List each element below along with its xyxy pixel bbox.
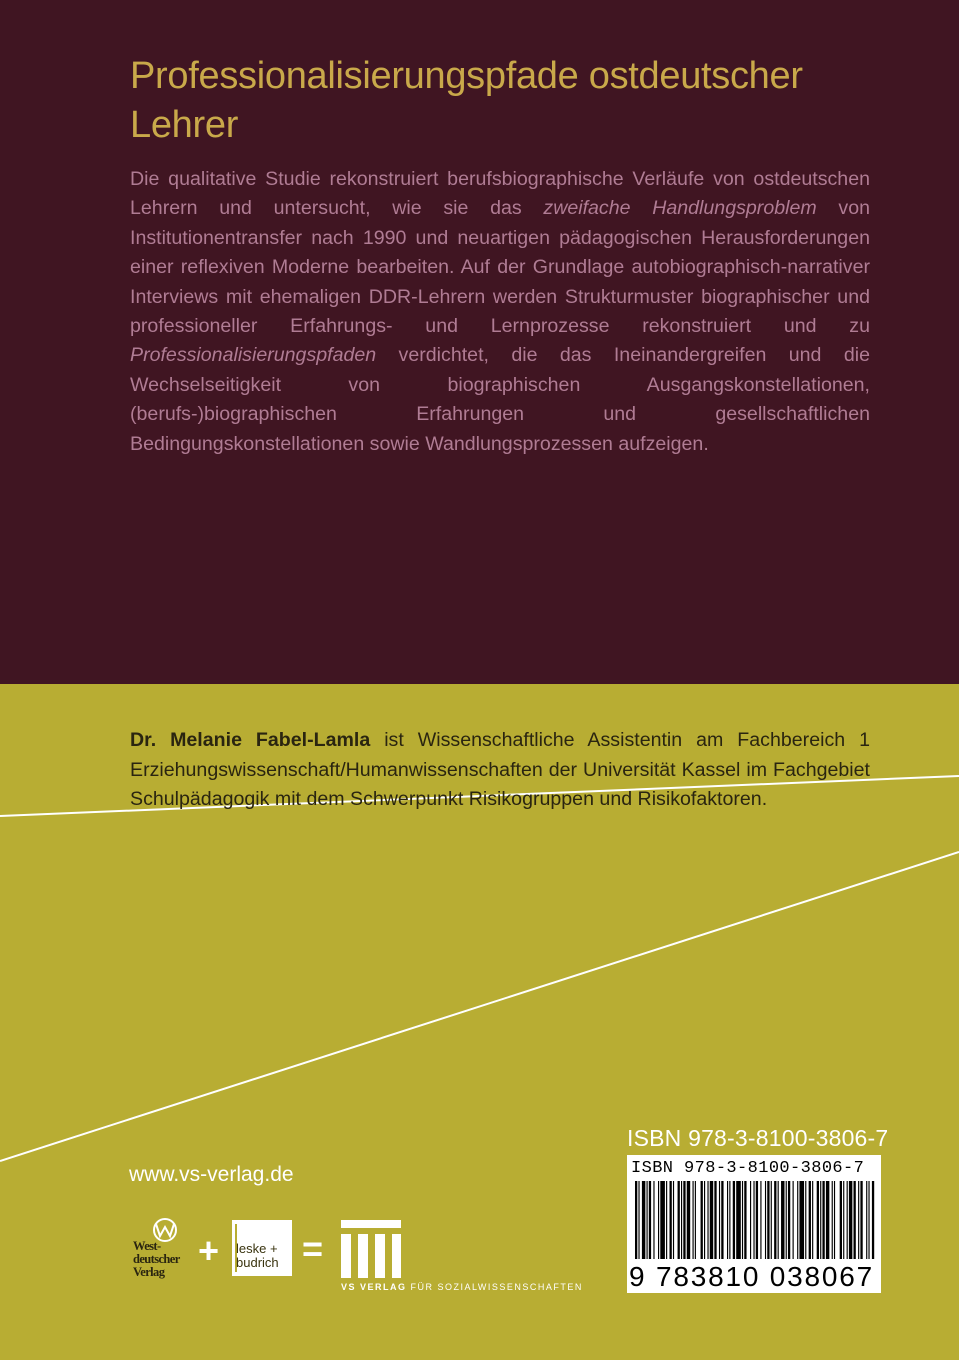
barcode-bar xyxy=(778,1181,779,1259)
barcode-bar xyxy=(793,1181,794,1259)
barcode-bar xyxy=(736,1181,741,1259)
westdeutscher-verlag-logo xyxy=(130,1218,186,1290)
barcode-bar xyxy=(733,1181,735,1259)
barcode-bar xyxy=(767,1181,769,1259)
barcode-bar xyxy=(765,1181,766,1259)
book-title: Professionalisierungspfade ostdeutscher Lehrer xyxy=(130,55,803,146)
blurb-text-3: verdichtet, die das Ineinandergreifen und die Wechselseitigkeit von biographischen Ausgangskonstellationen, (berufs-)biographischen Erfahrungen und gesellschaftlichen Bedingungskonstellationen sowie Wandlungsprozessen aufzeigen. xyxy=(130,344,870,455)
barcode-bar xyxy=(666,1181,667,1259)
barcode-bar xyxy=(658,1181,659,1259)
leske-budrich-logo xyxy=(232,1220,292,1276)
vs-verlag-caption: VS VERLAG FÜR SOZIALWISSENSCHAFTEN xyxy=(341,1282,583,1292)
barcode-bar xyxy=(742,1181,743,1259)
barcode-bar xyxy=(714,1181,716,1259)
barcode-bar xyxy=(774,1181,776,1259)
blurb-emphasis-1: zweifache Handlungsproblem xyxy=(543,197,817,220)
barcode-bar xyxy=(817,1181,819,1259)
barcode-bar xyxy=(750,1181,751,1259)
barcode-digits: 9 783810 038067 xyxy=(629,1261,874,1292)
barcode-bar xyxy=(849,1181,852,1259)
barcode-bar xyxy=(832,1181,833,1259)
isbn-label: ISBN 978-3-8100-3806-7 xyxy=(627,1125,889,1151)
barcode-bar xyxy=(809,1181,811,1259)
barcode-bar xyxy=(727,1181,728,1259)
wd-logo-text: West- deutscher Verlag xyxy=(133,1239,180,1279)
barcode-bar xyxy=(642,1181,645,1259)
barcode-bar xyxy=(812,1181,813,1259)
barcode-bar xyxy=(786,1181,787,1259)
barcode-bar xyxy=(834,1181,835,1259)
plus-sign: + xyxy=(198,1230,220,1271)
barcode-bar xyxy=(760,1181,761,1259)
barcode-bar xyxy=(820,1181,821,1259)
barcode-bar xyxy=(729,1181,730,1259)
barcode-bar xyxy=(721,1181,723,1259)
author-bio xyxy=(130,726,870,815)
barcode-bar xyxy=(670,1181,672,1259)
barcode-bar xyxy=(638,1181,639,1259)
barcode-bar xyxy=(781,1181,784,1259)
barcode-bar xyxy=(872,1181,874,1259)
barcode-bar xyxy=(719,1181,720,1259)
blurb-text-2: von Institutionentransfer nach 1990 und neuartigen pädagogischen Herausforderungen einer reflexiven Moderne bearbeiten. Auf der Grundlage autobiographisch-narrativer Interviews mit ehemaligen DDR-Lehrern werden Strukturmuster biographischer und professioneller Erfahrungs- und Lernprozesse rekonstruiert und zu xyxy=(130,197,870,338)
barcode-bar xyxy=(822,1181,824,1259)
barcode-bars xyxy=(627,1181,881,1261)
blurb-emphasis-2: Professionalisierungspfaden xyxy=(130,344,377,367)
barcode-bar xyxy=(653,1181,654,1259)
barcode-bar xyxy=(847,1181,848,1259)
barcode-bar xyxy=(771,1181,772,1259)
blurb-text-1: Die qualitative Studie rekonstruiert berufsbiographische Verläufe von ostdeutschen Lehrern und untersucht, wie sie das xyxy=(130,168,870,220)
barcode-bar xyxy=(681,1181,682,1259)
barcode-bar xyxy=(704,1181,705,1259)
barcode-bar xyxy=(695,1181,696,1259)
publisher-url[interactable]: www.vs-verlag.de xyxy=(129,1163,294,1186)
lb-logo-text: leske + budrich xyxy=(236,1241,279,1270)
barcode-bar xyxy=(744,1181,746,1259)
book-blurb xyxy=(130,165,870,459)
barcode-bar xyxy=(840,1181,842,1259)
decorative-line-bottom xyxy=(0,852,959,1161)
author-bio-text: ist Wissenschaftliche Assistentin am Fachbereich 1 Erziehungswissenschaft/Humanwissenschaften der Universität Kassel im Fachgebiet Schulpädagogik mit dem Schwerpunkt Risikogruppen und Risikofaktoren. xyxy=(130,729,870,810)
barcode-bar xyxy=(678,1181,680,1259)
barcode-bar xyxy=(649,1181,651,1259)
barcode-bar xyxy=(797,1181,798,1259)
barcode-bar xyxy=(805,1181,806,1259)
barcode-bar xyxy=(860,1181,862,1259)
barcode-isbn-text: ISBN 978-3-8100-3806-7 xyxy=(631,1159,865,1178)
barcode-bar xyxy=(673,1181,674,1259)
barcode-bar xyxy=(868,1181,869,1259)
barcode-bar xyxy=(753,1181,754,1259)
barcode-bar xyxy=(707,1181,708,1259)
barcode-bar xyxy=(647,1181,648,1259)
barcode-bar xyxy=(687,1181,690,1259)
barcode-bar xyxy=(843,1181,844,1259)
barcode-bar xyxy=(693,1181,694,1259)
barcode-bar xyxy=(683,1181,685,1259)
barcode xyxy=(627,1155,881,1293)
barcode-bar xyxy=(756,1181,758,1259)
barcode-bar xyxy=(788,1181,790,1259)
author-name: Dr. Melanie Fabel-Lamla xyxy=(130,729,371,751)
barcode-bar xyxy=(710,1181,713,1259)
barcode-bar xyxy=(866,1181,867,1259)
equals-sign: = xyxy=(302,1228,324,1269)
barcode-bar xyxy=(635,1181,637,1259)
barcode-bar xyxy=(826,1181,829,1259)
barcode-bar xyxy=(858,1181,859,1259)
vs-verlag-logo-icon xyxy=(341,1220,401,1278)
barcode-bar xyxy=(854,1181,856,1259)
barcode-bar xyxy=(660,1181,665,1259)
barcode-bar xyxy=(701,1181,703,1259)
barcode-bar xyxy=(799,1181,804,1259)
